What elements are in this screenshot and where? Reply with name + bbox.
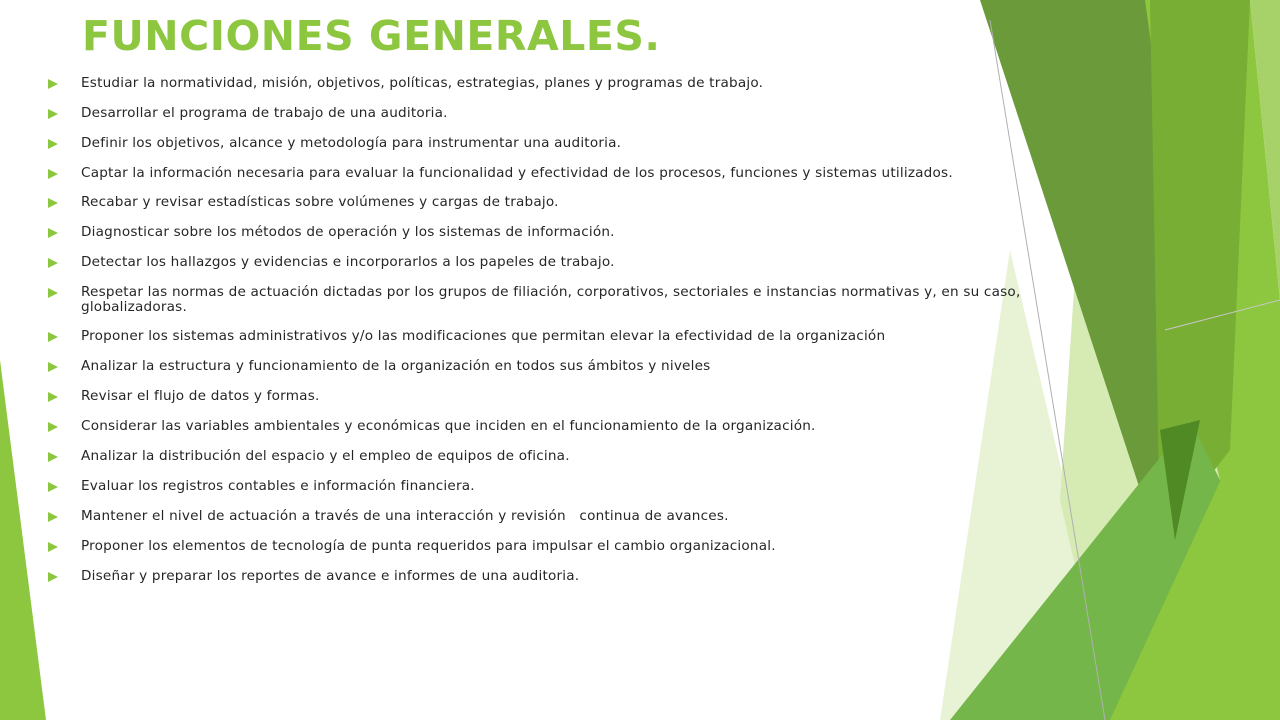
bullet-item: [48, 255, 1038, 271]
left-edge-facet: [0, 360, 46, 720]
bullet-item: [48, 419, 1038, 435]
bullet-text: Analizar la distribución del espacio y el empleo de equipos de oficina.: [81, 447, 570, 464]
triangle-arrow-icon: [48, 572, 58, 582]
bullet-text: Diagnosticar sobre los métodos de operación y los sistemas de información.: [81, 223, 615, 240]
bullet-item: [48, 329, 1038, 345]
bullet-text: Recabar y revisar estadísticas sobre volúmenes y cargas de trabajo.: [81, 193, 559, 210]
bullet-text: Proponer los sistemas administrativos y/o las modificaciones que permitan elevar la efectividad de la organización: [81, 327, 886, 344]
triangle-arrow-icon: [48, 542, 58, 552]
triangle-arrow-icon: [48, 169, 58, 179]
bullet-item: [48, 195, 1038, 211]
bullet-item: [48, 225, 1038, 241]
triangle-arrow-icon: [48, 288, 58, 298]
bullet-text: Captar la información necesaria para evaluar la funcionalidad y efectividad de los procesos, funciones y sistemas utilizados.: [81, 165, 953, 181]
bullet-item: [48, 285, 1038, 316]
triangle-arrow-icon: [48, 228, 58, 238]
bullet-item: [48, 479, 1038, 495]
triangle-arrow-icon: [48, 109, 58, 119]
bullet-text: Proponer los elementos de tecnología de punta requeridos para impulsar el cambio organizacional.: [81, 537, 776, 554]
bullet-text: Estudiar la normatividad, misión, objetivos, políticas, estrategias, planes y programas de trabajo.: [81, 75, 764, 91]
bullet-text: Diseñar y preparar los reportes de avance e informes de una auditoria.: [81, 567, 580, 584]
bullet-item: [48, 569, 1038, 585]
bullet-item: [48, 359, 1038, 375]
triangle-arrow-icon: [48, 482, 58, 492]
bullet-item: [48, 76, 1038, 92]
triangle-arrow-icon: [48, 258, 58, 268]
triangle-arrow-icon: [48, 422, 58, 432]
bullet-item: [48, 389, 1038, 405]
slide-title: FUNCIONES GENERALES.: [82, 12, 661, 60]
bullet-text: Considerar las variables ambientales y económicas que inciden en el funcionamiento de la organización.: [81, 417, 816, 434]
triangle-arrow-icon: [48, 452, 58, 462]
triangle-arrow-icon: [48, 392, 58, 402]
bullet-text: Respetar las normas de actuación dictadas por los grupos de filiación, corporativos, sectoriales e instancias normativas y, en su caso, globalizadoras.: [81, 283, 1021, 315]
bullet-text: Definir los objetivos, alcance y metodología para instrumentar una auditoria.: [81, 135, 622, 151]
bullet-item: [48, 106, 1038, 122]
bullet-text: Detectar los hallazgos y evidencias e incorporarlos a los papeles de trabajo.: [81, 253, 615, 270]
bullet-item: [48, 509, 1038, 525]
bullet-text: Desarrollar el programa de trabajo de una auditoria.: [81, 105, 448, 121]
bullet-list: [48, 76, 1038, 599]
bullet-item: [48, 166, 1038, 182]
triangle-arrow-icon: [48, 79, 58, 89]
bullet-item: [48, 449, 1038, 465]
triangle-arrow-icon: [48, 198, 58, 208]
bullet-text: Analizar la estructura y funcionamiento de la organización en todos sus ámbitos y niveles: [81, 357, 711, 374]
bullet-text: Revisar el flujo de datos y formas.: [81, 387, 320, 404]
bullet-text: Evaluar los registros contables e información financiera.: [81, 477, 475, 494]
triangle-arrow-icon: [48, 512, 58, 522]
triangle-arrow-icon: [48, 139, 58, 149]
bullet-item: [48, 539, 1038, 555]
triangle-arrow-icon: [48, 362, 58, 372]
bullet-text: Mantener el nivel de actuación a través de una interacción y revisión continua de avances.: [81, 507, 729, 524]
bullet-item: [48, 136, 1038, 152]
triangle-arrow-icon: [48, 332, 58, 342]
